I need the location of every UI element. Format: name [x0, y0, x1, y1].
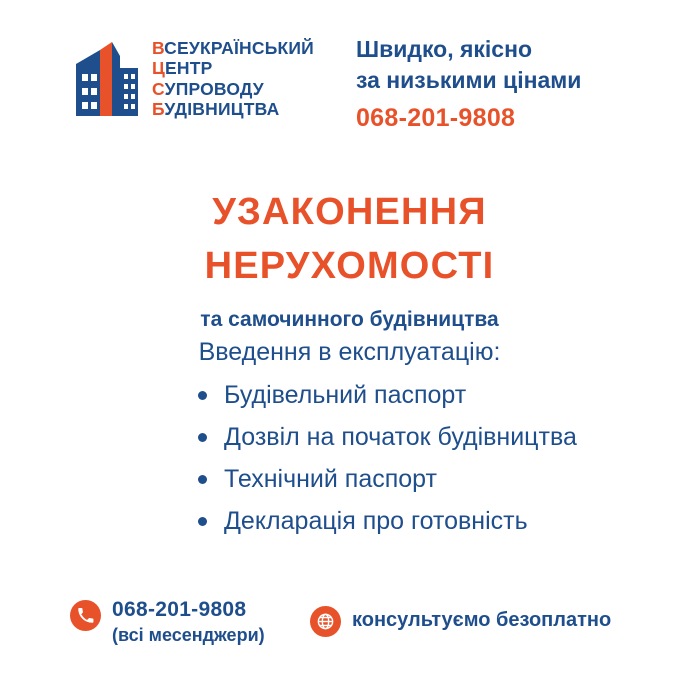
- logo-line-3: [152, 79, 314, 99]
- footer-messengers-note: (всі месенджери): [112, 625, 265, 645]
- slogan-line-1: Швидко, якісно: [355, 36, 533, 62]
- list-item: Дозвіл на початок будівництва: [190, 421, 610, 454]
- footer-phone-block[interactable]: [70, 598, 265, 646]
- logo-line-2-cap: Ц: [152, 58, 165, 79]
- footer-consult-block: [310, 604, 611, 637]
- phone-icon: [70, 600, 101, 631]
- header-contact-block: [356, 34, 581, 133]
- services-section: [0, 338, 699, 547]
- page-title: [0, 186, 699, 332]
- globe-icon: [310, 606, 341, 637]
- title-line-2: НЕРУХОМОСТІ: [204, 244, 495, 287]
- footer-consult-text: консультуємо безоплатно: [352, 609, 612, 631]
- logo-line-1: [152, 38, 314, 58]
- list-item: Технічний паспорт: [190, 463, 610, 496]
- services-list: [190, 379, 610, 538]
- logo-line-4-cap: Б: [152, 98, 165, 119]
- footer-phone-text: [112, 598, 265, 646]
- logo-wordmark: [152, 38, 314, 119]
- list-item: Будівельний паспорт: [190, 379, 610, 412]
- logo-line-3-rest: УПРОВОДУ: [164, 78, 264, 99]
- title-line-1: УЗАКОНЕННЯ: [212, 191, 487, 233]
- header: [0, 28, 699, 148]
- logo-line-4-rest: УДІВНИЦТВА: [164, 98, 280, 119]
- logo-line-2: [152, 58, 314, 78]
- header-phone[interactable]: 068-201-9808: [355, 103, 516, 132]
- logo-block[interactable]: [74, 34, 314, 119]
- footer-phone-number[interactable]: 068-201-9808: [112, 598, 247, 621]
- logo-line-1-rest: СЕУКРАЇНСЬКИЙ: [164, 38, 314, 58]
- page-subtitle: та самочинного будівництва: [200, 307, 499, 331]
- logo-line-2-rest: ЕНТР: [164, 58, 213, 79]
- slogan-line-2: за низькими цінами: [355, 66, 582, 93]
- logo-line-4: [152, 99, 314, 119]
- logo-line-3-cap: С: [152, 78, 165, 99]
- list-item: Декларація про готовність: [190, 505, 610, 538]
- services-heading: Введення в експлуатацію:: [198, 338, 501, 366]
- building-logo-icon: [74, 34, 140, 118]
- logo-line-1-cap: В: [152, 38, 165, 58]
- footer: [0, 598, 699, 668]
